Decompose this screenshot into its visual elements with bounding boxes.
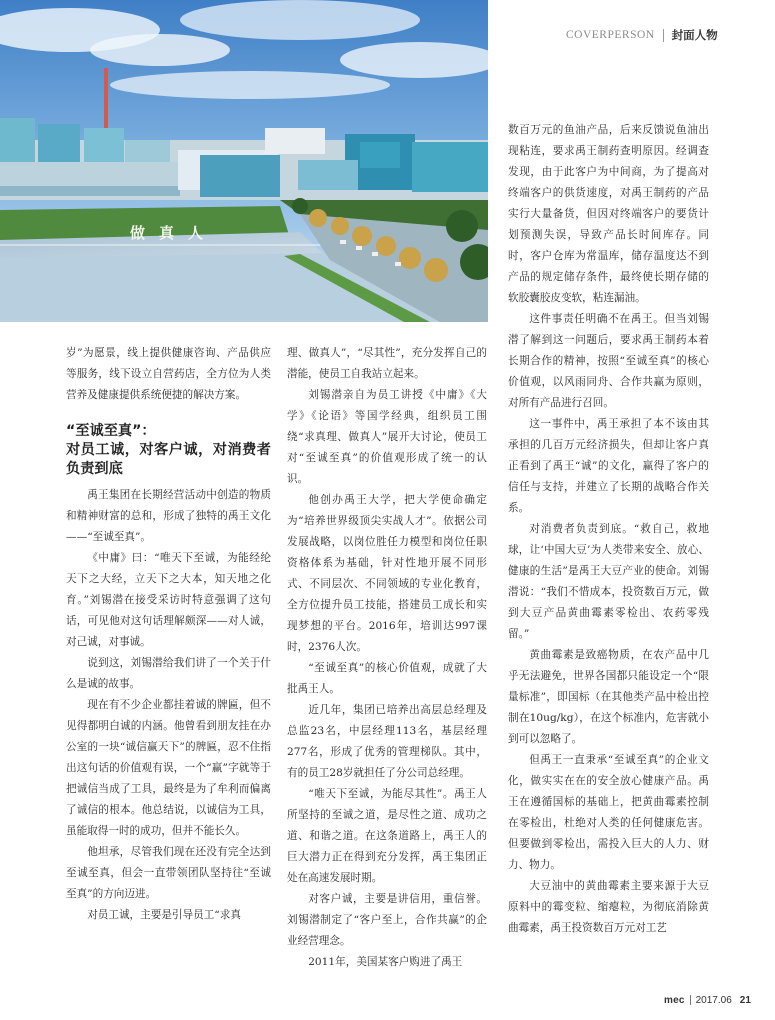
footer-divider	[690, 995, 691, 1005]
subheading	[66, 422, 271, 479]
paragraph: 对消费者负责到底。“救自己，救地球，让‘中国大豆’为人类带来安全、放心、健康的生活”是禹王大豆产业的使命。刘锡潜说：“我们不惜成本，投资数百万元，做到大豆产品黄曲霉素零检出、农药零残留。”	[508, 523, 709, 640]
paragraph: 数百万元的鱼油产品，后来反馈说鱼油出现粘连，要求禹王制药查明原因。经调查发现，由于此客户为中间商，为了提高对终端客户的供货速度，对禹王制药的产品实行大量备货，但因对终端客户的要货计划预测失误，导致产品长时间库存。同时，客户仓库为常温库，储存温度达不到产品的规定储存条件，最终使长期存储的软胶囊胶皮变软，粘连漏油。	[508, 124, 709, 304]
paragraph: “唯天下至诚，为能尽其性”。禹王人所坚持的至诚之道，是尽性之道、成功之道、和谐之道。在这条道路上，禹王人的巨大潜力正在得到充分发挥，禹王集团正处在高速发展时期。	[287, 788, 487, 884]
hedge-slogan: 做真人	[130, 224, 218, 242]
paragraph: 他坦承，尽管我们现在还没有完全达到至诚至真，但会一直带领团队坚持往“至诚至真”的方向迈进。	[66, 846, 271, 900]
paragraph: 禹王集团在长期经营活动中创造的物质和精神财富的总和，形成了独特的禹王文化——“至诚至真”。	[66, 489, 271, 543]
page-number: 21	[739, 994, 751, 1006]
issue-date: 2017.06	[695, 994, 732, 1006]
subheading-line-1: “至诚至真”：	[66, 423, 156, 439]
header-divider	[663, 29, 664, 42]
paragraph: 对客户诚，主要是讲信用，重信誉。刘锡潜制定了“客户至上，合作共赢”的企业经营理念。	[287, 893, 487, 947]
text-column-3	[508, 120, 709, 939]
paragraph: 说到这，刘锡潜给我们讲了一个关于什么是诚的故事。	[66, 657, 271, 690]
section-label-cn: 封面人物	[671, 28, 718, 42]
paragraph: 近几年，集团已培养出高层总经理及总监23名，中层经理113名，基层经理277名，形成了优秀的管理梯队。其中，有的员工28岁就担任了分公司总经理。	[287, 704, 487, 779]
text-column-1	[66, 343, 271, 926]
paragraph: 《中庸》曰：“唯天下至诚，为能经纶天下之大经，立天下之大本，知天地之化育。”刘锡潜在接受采访时特意强调了这句话，可见他对这句话理解颇深——对人诚，对己诚，对事诚。	[66, 552, 271, 648]
page-footer	[664, 993, 751, 1007]
paragraph: 2011年，美国某客户购进了禹王	[308, 956, 463, 968]
paragraph: 刘锡潜亲自为员工讲授《中庸》《大学》《论语》等国学经典，组织员工围绕“求真理、做真人”展开大讨论，使员工对“至诚至真”的价值观形成了统一的认识。	[287, 389, 487, 485]
paragraph: “至诚至真”的核心价值观，成就了大批禹王人。	[287, 662, 487, 695]
paragraph: 他创办禹王大学，把大学使命确定为“培养世界级顶尖实战人才”。依据公司发展战略，以岗位胜任力模型和岗位任职资格体系为基础，针对性地开展不同形式、不同层次、不同领域的专业化教育，全方位提升员工技能，搭建员工成长和实现梦想的平台。2016年，培训达997课时，2376人次。	[287, 494, 487, 653]
magazine-logo: mec	[664, 994, 685, 1006]
subheading-line-2: 对员工诚，对客户诚，对消费者负责到底	[66, 442, 271, 477]
paragraph: 对员工诚，主要是引导员工“求真	[87, 909, 241, 921]
paragraph: 但禹王一直秉承“至诚至真”的企业文化，做实实在在的安全放心健康产品。禹王在遵循国标的基础上，把黄曲霉素控制在零检出，杜绝对人类的任何健康危害。但要做到零检出，需投入巨大的人力、财力、物力。	[508, 754, 709, 871]
paragraph: 这一事件中，禹王承担了本不该由其承担的几百万元经济损失，但却让客户真正看到了禹王“诚”的文化，赢得了客户的信任与支持，并建立了长期的战略合作关系。	[508, 418, 709, 514]
text-column-2	[287, 343, 487, 973]
paragraph: 理、做真人”，“尽其性”，充分发挥自己的潜能，使员工自我站立起来。	[287, 347, 487, 380]
paragraph: 岁”为愿景，线上提供健康咨询、产品供应等服务，线下设立自营药店，全方位为人类营养及健康提供系统便捷的解决方案。	[66, 347, 271, 401]
paragraph: 黄曲霉素是致癌物质，在农产品中几乎无法避免，世界各国都只能设定一个“限量标准”，即国标（在其他类产品中检出控制在10ug/kg），在这个标准内，危害就小到可以忽略了。	[508, 649, 709, 745]
section-label-en: COVERPERSON	[566, 29, 655, 41]
paragraph: 大豆油中的黄曲霉素主要来源于大豆原料中的霉变粒、缩瘪粒，为彻底消除黄曲霉素，禹王投资数百万元对工艺	[508, 880, 709, 934]
paragraph: 现在有不少企业都挂着诚的牌匾，但不见得都明白诚的内涵。他曾看到朋友挂在办公室的一块“诚信赢天下”的牌匾，忍不住指出这句话的价值观有误，一个“赢”字就等于把诚信当成了工具，最终是为了牟利而偏离了诚信的根本。他总结说，以诚信为工具，虽能取得一时的成功，但并不能长久。	[66, 699, 271, 837]
factory-aerial-photo	[0, 0, 488, 322]
paragraph: 这件事责任明确不在禹王。但当刘锡潜了解到这一问题后，要求禹王制药本着长期合作的精神，按照“至诚至真”的核心价值观，以风雨同舟、合作共赢为原则，对所有产品进行召回。	[508, 313, 709, 409]
section-header	[566, 26, 766, 44]
